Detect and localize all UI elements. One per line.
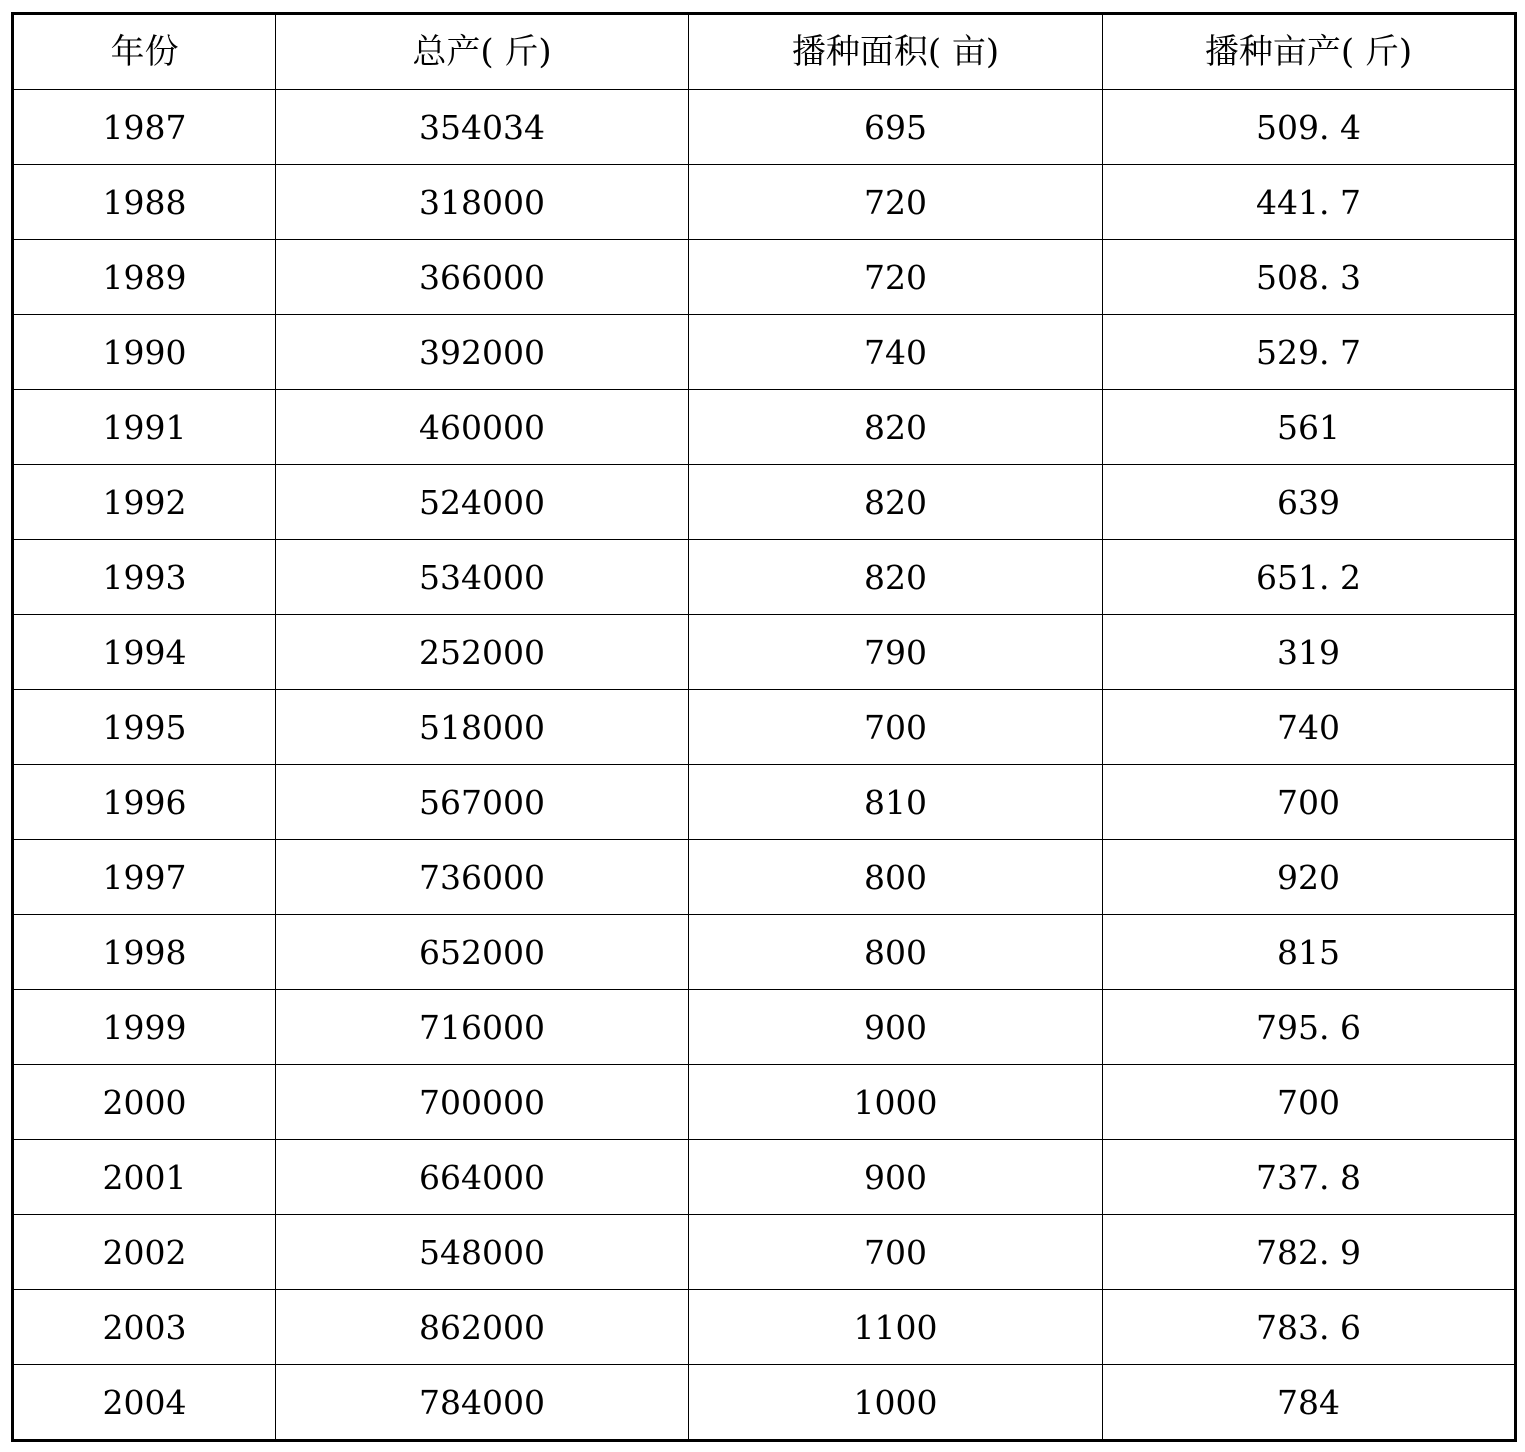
year-cell: 1997 — [13, 840, 276, 915]
year-cell: 1994 — [13, 615, 276, 690]
header-cell-sown-area: 播种面积( 亩) — [689, 14, 1103, 90]
yield-per-mu-cell: 639 — [1103, 465, 1516, 540]
year-cell: 1987 — [13, 90, 276, 165]
total-output-cell: 567000 — [276, 765, 689, 840]
total-output-cell: 460000 — [276, 390, 689, 465]
sown-area-cell: 820 — [689, 465, 1103, 540]
table-row — [13, 315, 1516, 390]
total-output-cell: 318000 — [276, 165, 689, 240]
sown-area-cell: 800 — [689, 840, 1103, 915]
table-row — [13, 240, 1516, 315]
header-cell-yield-per-mu: 播种亩产( 斤) — [1103, 14, 1516, 90]
table-row — [13, 1290, 1516, 1365]
yield-per-mu-cell: 815 — [1103, 915, 1516, 990]
table-row — [13, 915, 1516, 990]
year-cell: 2002 — [13, 1215, 276, 1290]
total-output-cell: 664000 — [276, 1140, 689, 1215]
yield-per-mu-cell: 737. 8 — [1103, 1140, 1516, 1215]
table-row — [13, 615, 1516, 690]
sown-area-cell: 800 — [689, 915, 1103, 990]
header-cell-total-output: 总产( 斤) — [276, 14, 689, 90]
table-row — [13, 1365, 1516, 1441]
total-output-cell: 700000 — [276, 1065, 689, 1140]
yield-per-mu-cell: 920 — [1103, 840, 1516, 915]
year-cell: 2003 — [13, 1290, 276, 1365]
sown-area-cell: 700 — [689, 1215, 1103, 1290]
total-output-cell: 354034 — [276, 90, 689, 165]
yield-per-mu-cell: 700 — [1103, 765, 1516, 840]
year-cell: 1990 — [13, 315, 276, 390]
table-row — [13, 540, 1516, 615]
table-body — [13, 90, 1516, 1441]
yield-per-mu-cell: 740 — [1103, 690, 1516, 765]
table-row — [13, 990, 1516, 1065]
year-cell: 2004 — [13, 1365, 276, 1441]
header-row — [13, 14, 1516, 90]
yield-per-mu-cell: 529. 7 — [1103, 315, 1516, 390]
total-output-cell: 548000 — [276, 1215, 689, 1290]
table-row — [13, 390, 1516, 465]
total-output-cell: 392000 — [276, 315, 689, 390]
total-output-cell: 524000 — [276, 465, 689, 540]
year-cell: 2000 — [13, 1065, 276, 1140]
total-output-cell: 716000 — [276, 990, 689, 1065]
table-row — [13, 765, 1516, 840]
year-cell: 1999 — [13, 990, 276, 1065]
yield-per-mu-cell: 509. 4 — [1103, 90, 1516, 165]
sown-area-cell: 740 — [689, 315, 1103, 390]
total-output-cell: 366000 — [276, 240, 689, 315]
table-row — [13, 1215, 1516, 1290]
yield-per-mu-cell: 700 — [1103, 1065, 1516, 1140]
yield-per-mu-cell: 441. 7 — [1103, 165, 1516, 240]
header-cell-year: 年份 — [13, 14, 276, 90]
year-cell: 1991 — [13, 390, 276, 465]
year-cell: 1993 — [13, 540, 276, 615]
sown-area-cell: 1000 — [689, 1365, 1103, 1441]
table-row — [13, 165, 1516, 240]
total-output-cell: 518000 — [276, 690, 689, 765]
sown-area-cell: 900 — [689, 990, 1103, 1065]
total-output-cell: 252000 — [276, 615, 689, 690]
table-row — [13, 840, 1516, 915]
total-output-cell: 652000 — [276, 915, 689, 990]
sown-area-cell: 1100 — [689, 1290, 1103, 1365]
sown-area-cell: 695 — [689, 90, 1103, 165]
yield-per-mu-cell: 651. 2 — [1103, 540, 1516, 615]
year-cell: 1995 — [13, 690, 276, 765]
year-cell: 1998 — [13, 915, 276, 990]
total-output-cell: 736000 — [276, 840, 689, 915]
table-row — [13, 1065, 1516, 1140]
total-output-cell: 784000 — [276, 1365, 689, 1441]
table-row — [13, 465, 1516, 540]
sown-area-cell: 720 — [689, 165, 1103, 240]
yield-per-mu-cell: 508. 3 — [1103, 240, 1516, 315]
yield-per-mu-cell: 784 — [1103, 1365, 1516, 1441]
yield-per-mu-cell: 795. 6 — [1103, 990, 1516, 1065]
sown-area-cell: 700 — [689, 690, 1103, 765]
data-table-container — [11, 12, 1517, 1442]
sown-area-cell: 810 — [689, 765, 1103, 840]
year-cell: 1988 — [13, 165, 276, 240]
table-row — [13, 1140, 1516, 1215]
sown-area-cell: 1000 — [689, 1065, 1103, 1140]
sown-area-cell: 820 — [689, 540, 1103, 615]
yield-per-mu-cell: 561 — [1103, 390, 1516, 465]
sown-area-cell: 820 — [689, 390, 1103, 465]
total-output-cell: 862000 — [276, 1290, 689, 1365]
sown-area-cell: 720 — [689, 240, 1103, 315]
yield-per-mu-cell: 319 — [1103, 615, 1516, 690]
table-row — [13, 90, 1516, 165]
sown-area-cell: 790 — [689, 615, 1103, 690]
yield-per-mu-cell: 782. 9 — [1103, 1215, 1516, 1290]
production-table — [11, 12, 1517, 1442]
year-cell: 1996 — [13, 765, 276, 840]
year-cell: 1992 — [13, 465, 276, 540]
table-row — [13, 690, 1516, 765]
year-cell: 2001 — [13, 1140, 276, 1215]
total-output-cell: 534000 — [276, 540, 689, 615]
year-cell: 1989 — [13, 240, 276, 315]
yield-per-mu-cell: 783. 6 — [1103, 1290, 1516, 1365]
sown-area-cell: 900 — [689, 1140, 1103, 1215]
